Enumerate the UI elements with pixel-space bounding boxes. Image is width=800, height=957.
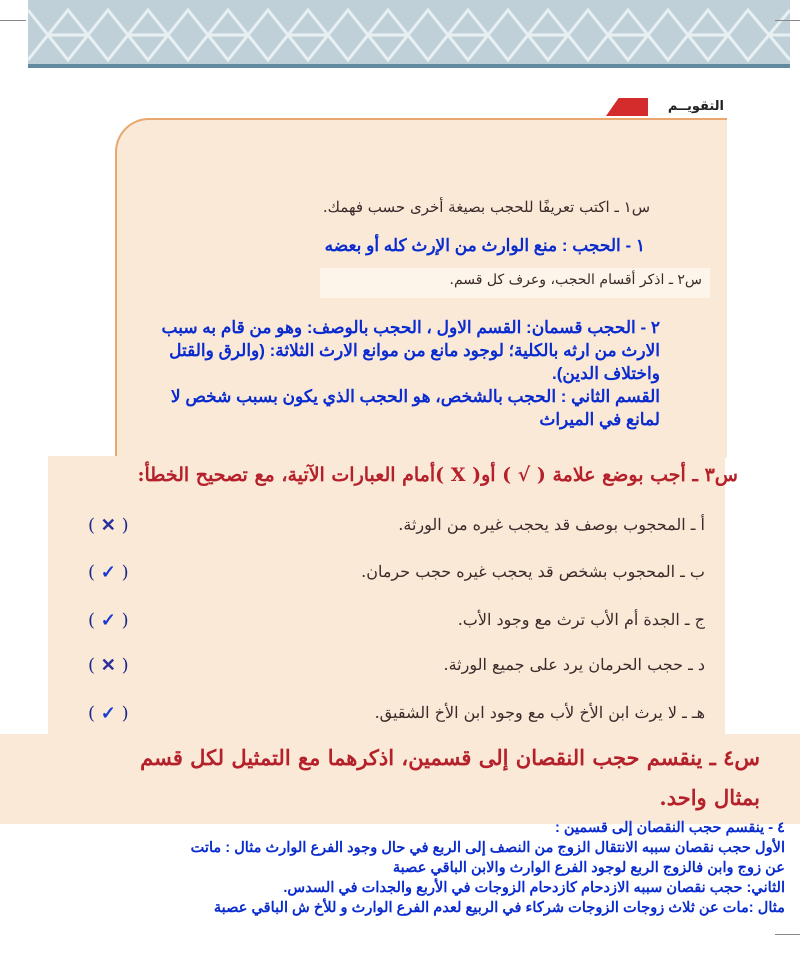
header-divider <box>28 64 790 68</box>
answer-1: ١ - الحجب : منع الوارث من الإرث كله أو بعضه <box>324 236 645 255</box>
geometric-pattern-icon <box>28 0 790 64</box>
question-4 <box>30 738 760 818</box>
answer-mark-a: ( ✕ ) <box>88 515 129 536</box>
answer-mark-e: ( ✓ ) <box>88 703 129 724</box>
question-3: س٣ ـ أجب بوضع علامة ( √ ) أو( X )أمام العبارات الآتية، مع تصحيح الخطأ: <box>137 464 738 486</box>
answer-4-line: الأول حجب نقصان سببه الانتقال الزوج من النصف إلى الربع في حال وجود الفرع الوارث مثال : ماتت <box>190 840 785 856</box>
answer-mark-d: ( ✕ ) <box>88 655 129 676</box>
answer-4-line: الثاني: حجب نقصان سببه الازدحام كازدحام الزوجات في الأربع والجدات في السدس. <box>283 880 785 896</box>
x-mark-icon: ✕ <box>100 655 116 676</box>
statement-d: د ـ حجب الحرمان يرد على جميع الورثة. <box>443 655 705 674</box>
check-mark-icon: ✓ <box>100 703 116 724</box>
answer-mark-c: ( ✓ ) <box>88 610 129 631</box>
check-mark-icon: ✓ <box>100 562 116 583</box>
question-2: س٢ ـ اذكر أقسام الحجب، وعرف كل قسم. <box>449 272 702 288</box>
crop-mark <box>775 20 800 21</box>
tag-red-shape <box>606 98 648 116</box>
answer-2-line: الارث من ارثه بالكلية؛ لوجود مانع من موانع الارث الثلاثة: (والرق والقتل <box>169 341 660 360</box>
section-title: التقويــم <box>667 99 724 114</box>
answer-4-line: مثال :مات عن ثلاث زوجات الزوجات شركاء في الربيع لعدم الفرع الوارث و للأخ ش الباقي عصبة <box>213 900 785 916</box>
check-mark-icon: ✓ <box>100 610 116 631</box>
x-mark-icon: ✕ <box>100 515 116 536</box>
crop-mark <box>775 934 800 935</box>
answer-4-line: عن زوج وابن فالزوج الربع لوجود الفرع الوارث والابن الباقي عصبة <box>392 860 785 876</box>
question-1: س١ ـ اكتب تعريفًا للحجب بصيغة أخرى حسب فهمك. <box>322 198 650 216</box>
section-tag <box>606 96 724 118</box>
question-4-line: بمثال واحد. <box>659 785 760 810</box>
answer-2-line: ٢ - الحجب قسمان: القسم الاول ، الحجب بالوصف: وهو من قام به سبب <box>161 318 660 337</box>
question-4-line: س٤ ـ ينقسم حجب النقصان إلى قسمين، اذكرهما مع التمثيل لكل قسم <box>140 745 760 770</box>
answer-2-line: واختلاف الدين). <box>552 364 660 383</box>
statement-c: ج ـ الجدة أم الأب ترث مع وجود الأب. <box>457 610 705 629</box>
answer-4 <box>15 818 785 918</box>
answer-4-line: ٤ - ينقسم حجب النقصان إلى قسمين : <box>554 820 785 836</box>
answer-2-line: القسم الثاني : الحجب بالشخص، هو الحجب الذي يكون بسبب شخص لا <box>170 387 660 406</box>
crop-mark <box>0 20 26 21</box>
statement-b: ب ـ المحجوب بشخص قد يحجب غيره حجب حرمان. <box>361 562 705 581</box>
answer-2-line: لمانع في الميراث <box>539 410 660 429</box>
statement-a: أ ـ المحجوب بوصف قد يحجب غيره من الورثة. <box>398 515 705 534</box>
exercise-card-mid <box>48 456 725 734</box>
statement-e: هـ ـ لا يرث ابن الأخ لأب مع وجود ابن الأخ الشقيق. <box>374 703 705 722</box>
header-pattern-band <box>28 0 790 64</box>
answer-2 <box>130 316 660 431</box>
answer-mark-b: ( ✓ ) <box>88 562 129 583</box>
